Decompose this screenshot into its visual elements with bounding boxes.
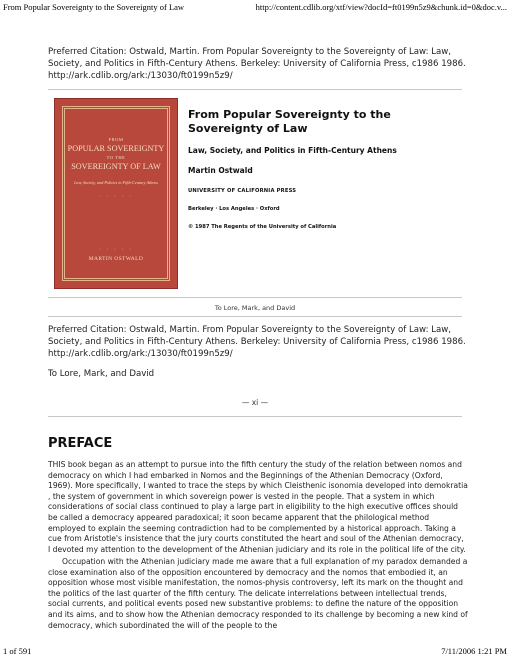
preface-paragraph-2: Occupation with the Athenian judiciary made me aware that a full explanation of my paradox demanded a close examination also of the opposition encountered by democracy and the nomos that embodied it, an opposition whose most visible manifestation, the nomos-physis controversy, left its mark on the thought and the politics of the last quarter of the fifth century. The delicate interrelations between intellectual trends, social currents, and political events posed new substantive problems: to define the nature of the opposition and its aims, and to show how the Athenian democracy responded to its challenge by becoming a new kind of democracy, which subordinated the will of the people to the [48,557,468,630]
cover-title-line1: POPULAR SOVEREIGNTY [67,144,165,153]
book-subtitle: Law, Society, and Politics in Fifth-Century Athens [188,146,397,155]
cover-author: MARTIN OSTWALD [88,256,144,262]
citation-top: Preferred Citation: Ostwald, Martin. From Popular Sovereignty to the Sovereignty of Law: Law, Society, and Politics in Fifth-Century Athens. Berkeley: University of California Press, c1986 1986. http://ark.cdlib.org/ark:/13030/ft0199n5z9/ [48,47,466,81]
book-cities: Berkeley · Los Angeles · Oxford [188,206,280,212]
divider [48,89,462,90]
book-publisher: UNIVERSITY OF CALIFORNIA PRESS [188,188,297,194]
print-header-url: http://content.cdlib.org/xtf/view?docId=ft0199n5z9&chunk.id=0&doc.v... [255,2,507,12]
print-timestamp: 7/11/2006 1:21 PM [441,646,507,656]
page-marker: — xi — [241,398,269,407]
cover-subtitle: Law, Society, and Politics in Fifth-Century Athens [74,180,158,185]
print-footer [0,646,510,660]
print-header [0,0,510,14]
book-copyright: © 1987 The Regents of the University of California [188,224,337,230]
divider [48,416,462,417]
cover-ornament: · · · · · [99,194,133,200]
book-title: From Popular Sovereignty to the Sovereignty of Law [188,108,391,135]
cover-to-the: TO THE [106,155,126,160]
divider [48,316,462,317]
dedication-caption: To Lore, Mark, and David [214,304,296,312]
dedication: To Lore, Mark, and David [48,369,155,379]
cover-title-line2: SOVEREIGNTY OF LAW [71,162,161,171]
cover-ornament-lower: · · · · · [99,247,133,253]
preface-paragraph-1: THIS book began as an attempt to pursue into the fifth century the study of the relation between nomos and democracy on which I had embarked in Nomos and the Beginnings of the Athenian Democracy (Oxford, 1969). More specifically, I wanted to trace the steps by which Cleisthenic isonomia developed into demokratia , the system of government in which sovereign power is vested in the people. That a system in which considerations of social class continued to play a large part in eligibility to the high executive offices should be called a democracy appeared paradoxical; it soon became apparent that the philological method employed to explain the seeming contradiction had to be complemented by a historical approach. Taking a cue from Aristotle's insistence that the jury courts constituted the heart and soul of the Athenian democracy, I devoted my attention to the development of the Athenian judiciary and its role in the political life of the city. [48,460,468,554]
print-header-title: From Popular Sovereignty to the Sovereignty of Law [3,2,185,12]
preface-heading: PREFACE [48,436,113,451]
book-cover-image [54,98,178,289]
book-author: Martin Ostwald [188,166,253,175]
cover-from: FROM [108,137,124,142]
page-count: 1 of 591 [3,646,32,656]
divider [48,297,462,298]
citation-repeat: Preferred Citation: Ostwald, Martin. From Popular Sovereignty to the Sovereignty of Law: Law, Society, and Politics in Fifth-Century Athens. Berkeley: University of California Press, c1986 1986. http://ark.cdlib.org/ark:/13030/ft0199n5z9/ [48,325,466,359]
